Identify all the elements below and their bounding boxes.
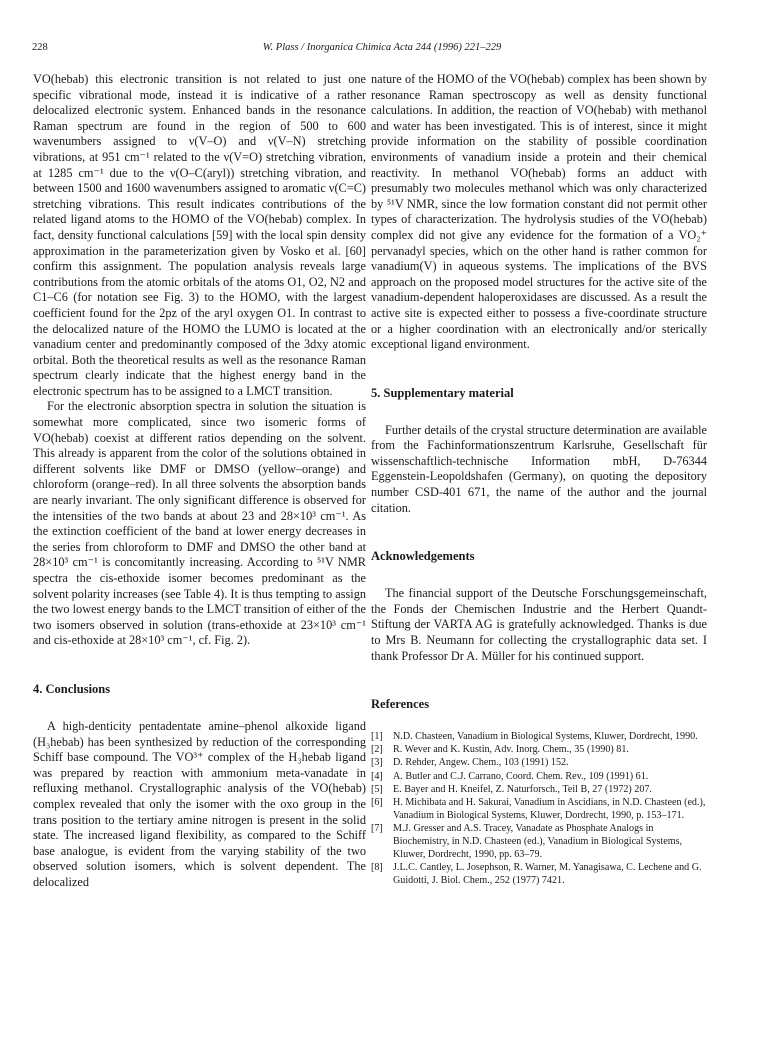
reference-text: J.L.C. Cantley, L. Josephson, R. Warner, M. Yanagisawa, C. Lechene and G. Guidotti, J. Biol. Chem., 252 (1977) 7421.	[393, 862, 702, 887]
reference-text: A. Butler and C.J. Carrano, Coord. Chem. Rev., 109 (1991) 61.	[393, 770, 649, 782]
running-title: W. Plass / Inorganica Chimica Acta 244 (1996) 221–229	[262, 42, 502, 53]
reference-number: [7]	[371, 822, 383, 834]
reference-item	[371, 756, 707, 769]
reference-item	[371, 770, 707, 783]
right-column	[371, 72, 707, 887]
reference-text: E. Bayer and H. Kneifel, Z. Naturforsch., Teil B, 27 (1972) 207.	[393, 783, 652, 795]
body-paragraph: VO(hebab) this electronic transition is not related to just one specific vibrational mode, instead it is indicative of a rather delocalized electronic system. Enhanced bands in the resonance Raman spectrum are found in the region of 500 to 600 wavenumbers assigned to ν(V–O) and ν(V–N) stretching vibrations, at 951 cm⁻¹ related to the ν(V=O) stretching vibration, at 1285 cm⁻¹ due to the ν(O–C(aryl)) stretching vibration, and between 1500 and 1600 wavenumbers assigned to aromatic ν(C=C) stretching vibrations. This result indicates contributions of the related ligand atoms to the HOMO of the VO(hebab) complex. In fact, density functional calculations [59] with the local spin density approximation in the parameterization given by Vosko et al. [60] confirm this assignment. The population analysis reveals large contributions from the atomic orbitals of the atoms O1, O2, N2 and C1–C6 (for notation see Fig. 3) to the HOMO, with the largest coefficient found for the 2pz of the aryl oxygen O1. In contrast to the delocalized nature of the HOMO the LUMO is located at the vanadium center and predominantly composed of the 3dxy atomic orbital. Both the theoretical results as well as the resonance Raman spectrum clearly indicate that the highest energy band in the electronic spectrum has to be assigned to a LMCT transition.	[33, 72, 366, 398]
reference-number: [5]	[371, 783, 383, 795]
section-heading-acknowledgements: Acknowledgements	[371, 549, 475, 564]
left-column	[33, 72, 366, 891]
reference-number: [1]	[371, 731, 383, 743]
reference-text: R. Wever and K. Kustin, Adv. Inorg. Chem., 35 (1990) 81.	[393, 744, 629, 756]
reference-item	[371, 822, 707, 861]
body-paragraph: Further details of the crystal structure determination are available from the Fachinformationszentrum Karlsruhe, Gesellschaft für wissenschaftlich-technische Information mbH, D-76344 Eggenstein-Leopoldshafen (Germany), on quoting the depository number CSD-401 671, the name of the author and the journal citation.	[371, 422, 707, 515]
section-heading-references: References	[371, 697, 430, 712]
body-paragraph: nature of the HOMO of the VO(hebab) complex has been shown by resonance Raman spectroscopy as well as density functional calculations. In addition, the reaction of VO(hebab) with methanol and water has been investigated. This is of interest, since it might provide information on the stability of possible coordination environments of vanadium inside a protein and their chemical reactivity. In methanol VO(hebab) forms an adduct with presumably two molecules methanol which was only characterized by ⁵¹V NMR, since the low formation constant did not permit other types of characterization. The hydrolysis studies of the VO(hebab) complex did not give any evidence for the formation of a VO₂⁺ pervanadyl species, which on the other hand is rather common for vanadium(V) in aqueous systems. The implications of the BVS approach on the proposed model structures for the active site of the vanadium-dependent haloperoxidases are discussed. As a result the active site is expected either to possess a five-coordinate structure or a higher coordination with an electronically and/or sterically exceptional ligand environment.	[371, 72, 707, 352]
reference-number: [4]	[371, 770, 383, 782]
reference-item	[371, 796, 707, 822]
reference-number: [2]	[371, 744, 383, 756]
reference-text: H. Michibata and H. Sakurai, Vanadium in Ascidians, in N.D. Chasteen (ed.), Vanadium in Biological Systems, Kluwer, Dordrecht, 1990, p. 153–171.	[393, 796, 706, 821]
reference-text: N.D. Chasteen, Vanadium in Biological Systems, Kluwer, Dordrecht, 1990.	[393, 731, 698, 743]
reference-item	[371, 730, 707, 743]
body-paragraph: The financial support of the Deutsche Forschungsgemeinschaft, the Fonds der Chemischen Industrie and the Herbert Quandt-Stiftung der VARTA AG is gratefully acknowledged. Thanks is due to Mrs B. Neumann for collecting the crystallographic data set. I thank Professor Dr A. Müller for his continued support.	[371, 586, 707, 663]
reference-text: D. Rehder, Angew. Chem., 103 (1991) 152.	[393, 757, 569, 769]
reference-text: M.J. Gresser and A.S. Tracey, Vanadate as Phosphate Analogs in Biochemistry, in N.D. Chasteen (ed.), Vanadium in Biological Systems, Kluwer, Dordrecht, 1990, pp. 63–79.	[393, 822, 683, 861]
reference-number: [3]	[371, 757, 383, 769]
reference-item	[371, 861, 707, 887]
reference-item	[371, 743, 707, 756]
page-number: 228	[32, 42, 48, 53]
reference-list	[371, 730, 707, 887]
body-paragraph: A high-denticity pentadentate amine–phenol alkoxide ligand (H₃hebab) has been synthesized by reduction of the corresponding Schiff base compound. The VO³⁺ complex of the H₃hebab ligand was prepared by reaction with ammonium meta-vanadate in refluxing methanol. Crystallographic analysis of the VO(hebab) complex revealed that only the isomer with the oxo group in the trans position to the tertiary amine nitrogen is present in the solid state. The increased ligand flexibility, as compared to the Schiff base analogue, is evident from the varying stability of the two observed solution isomers, which is solvent dependent. The delocalized	[33, 718, 366, 889]
reference-number: [8]	[371, 862, 383, 874]
body-paragraph: For the electronic absorption spectra in solution the situation is somewhat more complicated, since two isomeric forms of VO(hebab) coexist at different ratios depending on the solvent. This already is apparent from the color of the solutions obtained in different solvents like DMF or DMSO (yellow–orange) and chloroform (orange–red). In all three solvents the absorption bands are nearly invariant. The only significant difference is observed for the intensities of the two bands at about 23 and 28×10³ cm⁻¹. As the extinction coefficient of the band at lower energy decreases in the series from chloroform to DMF and DMSO the other band at 28×10³ cm⁻¹ is concomitantly increasing. According to ⁵¹V NMR spectra the cis-ethoxide isomer becomes predominant as the solvent polarity increases (see Table 4). It is thus tempting to assign the two lowest energy bands to the LMCT transition of either of the two isomers observed in solution (trans-ethoxide at 23×10³ cm⁻¹ and cis-ethoxide at 28×10³ cm⁻¹, cf. Fig. 2).	[33, 399, 366, 648]
section-heading-conclusions: 4. Conclusions	[33, 681, 111, 696]
section-heading-supplementary: 5. Supplementary material	[371, 385, 514, 400]
reference-item	[371, 783, 707, 796]
running-header	[32, 42, 732, 58]
reference-number: [6]	[371, 796, 383, 808]
